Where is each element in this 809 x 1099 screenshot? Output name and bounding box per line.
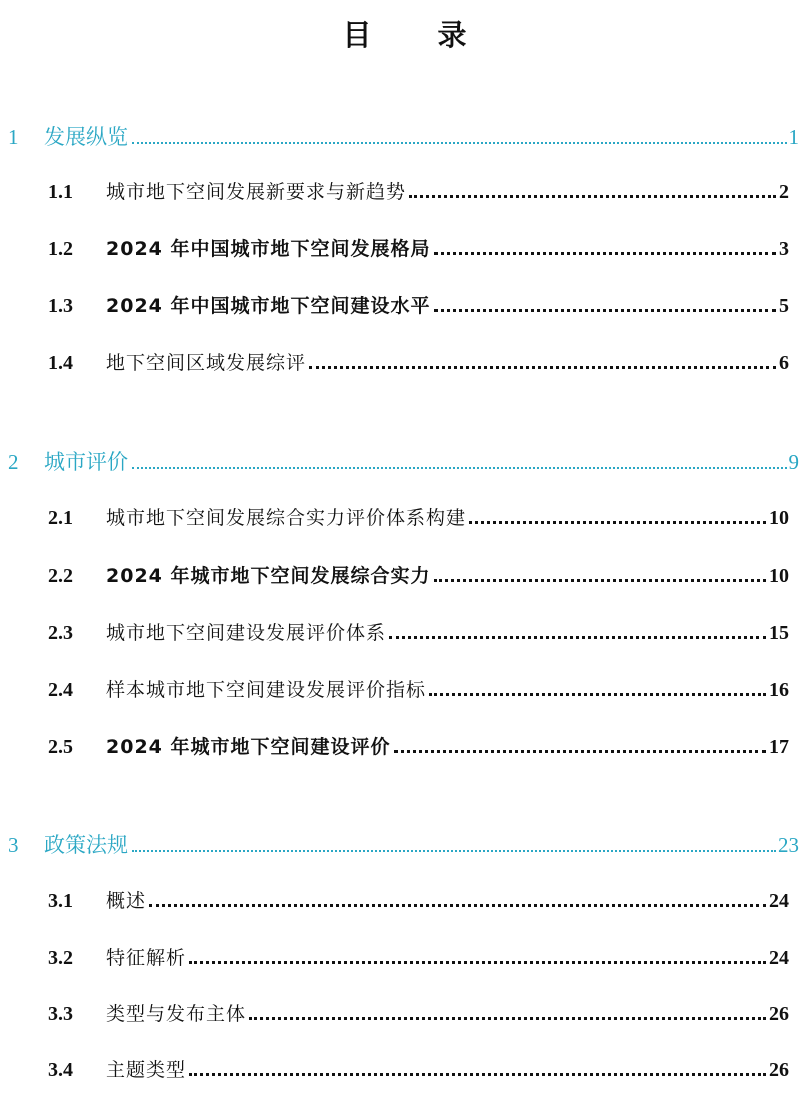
section-number: 3.1 [48,890,73,912]
toc-chapter-1[interactable] [8,121,799,153]
toc-section-3-2[interactable] [48,943,789,975]
dot-leader [434,252,777,255]
section-title: 2024 年中国城市地下空间建设水平 [106,295,431,317]
chapter-title: 城市评价 [44,450,128,474]
dot-leader [389,636,766,639]
toc-section-1-2[interactable] [48,234,789,266]
dot-leader [189,1073,766,1076]
section-title: 样本城市地下空间建设发展评价指标 [106,679,427,701]
section-title: 城市地下空间发展综合实力评价体系构建 [106,507,467,529]
section-number: 3.3 [48,1003,73,1025]
toc-section-2-2[interactable] [48,561,789,593]
dot-leader [149,904,766,907]
section-page-number: 26 [769,1003,789,1025]
chapter-number: 3 [8,833,19,857]
section-number: 2.3 [48,622,73,644]
page-title: 目 录 [342,18,495,52]
section-page-number: 6 [779,352,789,374]
dot-leader [132,142,787,144]
dot-leader [394,750,767,753]
section-page-number: 2 [779,181,789,203]
section-page-number: 10 [769,565,789,587]
section-title: 城市地下空间发展新要求与新趋势 [106,181,407,203]
section-title: 2024 年城市地下空间建设评价 [106,736,391,758]
dot-leader [429,693,766,696]
section-page-number: 16 [769,679,789,701]
toc-section-1-3[interactable] [48,291,789,323]
section-number: 2.4 [48,679,73,701]
toc-section-2-3[interactable] [48,618,789,650]
toc-section-1-4[interactable] [48,348,789,380]
toc-section-2-1[interactable] [48,503,789,535]
section-title: 类型与发布主体 [106,1003,247,1025]
dot-leader [189,961,766,964]
section-page-number: 5 [779,295,789,317]
section-page-number: 10 [769,507,789,529]
chapter-page-number: 1 [788,125,799,149]
section-title: 2024 年中国城市地下空间发展格局 [106,238,431,260]
dot-leader [309,366,776,369]
chapter-title: 发展纵览 [44,125,128,149]
section-page-number: 26 [769,1059,789,1081]
section-title: 城市地下空间建设发展评价体系 [106,622,387,644]
toc-chapter-3[interactable] [8,829,799,861]
chapter-number: 1 [8,125,19,149]
section-number: 2.2 [48,565,73,587]
section-number: 1.4 [48,352,73,374]
dot-leader [434,309,777,312]
toc-section-3-4[interactable] [48,1055,789,1087]
dot-leader [132,467,787,469]
section-page-number: 24 [769,947,789,969]
section-page-number: 15 [769,622,789,644]
dot-leader [434,579,767,582]
toc-chapter-2[interactable] [8,446,799,478]
section-page-number: 17 [769,736,789,758]
chapter-page-number: 23 [778,833,799,857]
dot-leader [132,850,776,852]
dot-leader [249,1017,766,1020]
toc-section-3-1[interactable] [48,886,789,918]
section-number: 1.1 [48,181,73,203]
toc-section-2-5[interactable] [48,732,789,764]
section-number: 1.2 [48,238,73,260]
chapter-number: 2 [8,450,19,474]
dot-leader [409,195,776,198]
section-page-number: 3 [779,238,789,260]
section-title: 2024 年城市地下空间发展综合实力 [106,565,431,587]
section-number: 3.4 [48,1059,73,1081]
section-page-number: 24 [769,890,789,912]
section-number: 3.2 [48,947,73,969]
section-title: 主题类型 [106,1059,187,1081]
section-number: 2.5 [48,736,73,758]
toc-section-3-3[interactable] [48,999,789,1031]
chapter-page-number: 9 [788,450,799,474]
dot-leader [469,521,766,524]
chapter-title: 政策法规 [44,833,128,857]
section-number: 2.1 [48,507,73,529]
section-title: 地下空间区域发展综评 [106,352,307,374]
toc-section-2-4[interactable] [48,675,789,707]
toc-section-1-1[interactable] [48,177,789,209]
section-title: 特征解析 [106,947,187,969]
section-number: 1.3 [48,295,73,317]
section-title: 概述 [106,890,147,912]
